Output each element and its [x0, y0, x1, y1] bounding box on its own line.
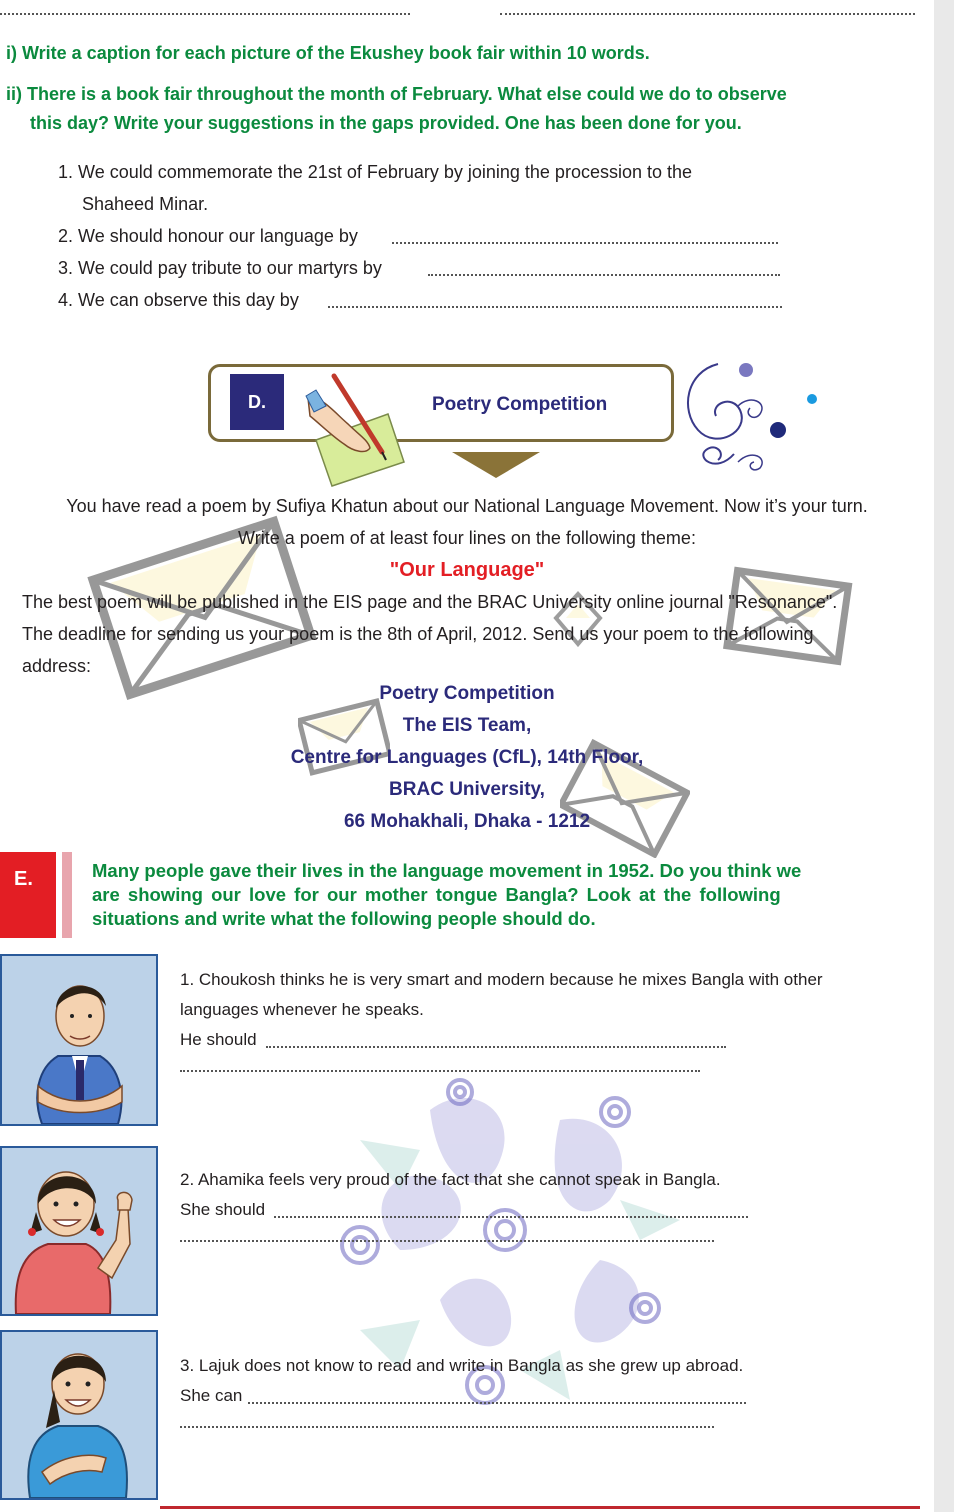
ahamika-picture	[0, 1146, 158, 1316]
section-e-intro-line3: situations and write what the following people should do.	[92, 908, 596, 929]
pointer-triangle	[452, 452, 540, 478]
address-line: 66 Mohakhali, Dhaka - 1212	[343, 811, 591, 832]
section-d-title: Poetry Competition	[432, 394, 608, 415]
answer-blank[interactable]	[428, 274, 780, 276]
section-d-label: D.	[230, 374, 284, 430]
poem-rules-line2: The deadline for sending us your poem is the 8th of April, 2012. Send us your poem to the following	[22, 624, 814, 644]
boy-with-crossed-arms-icon	[2, 956, 156, 1124]
situation-1-line1: 1. Choukosh thinks he is very smart and modern because he mixes Bangla with other	[180, 970, 823, 989]
section-e-marker	[0, 852, 56, 938]
address-line: The EIS Team,	[402, 715, 532, 736]
answer-blank[interactable]	[274, 1216, 748, 1218]
address-line: Poetry Competition	[379, 683, 555, 704]
situation-3-line1: 3. Lajuk does not know to read and write in Bangla as she grew up abroad.	[180, 1356, 744, 1375]
item-number: 3.	[58, 258, 74, 278]
item-text: We could commemorate the 21st of February by joining the procession to the	[78, 162, 693, 182]
girl-hand-on-chest-icon	[2, 1332, 156, 1498]
situation-2-prompt: She should	[180, 1200, 266, 1219]
item-number: 4.	[58, 290, 74, 310]
suggestion-1-cont: Shaheed Minar.	[82, 194, 209, 214]
situation-2-line1: 2. Ahamika feels very proud of the fact that she cannot speak in Bangla.	[180, 1170, 721, 1189]
writing-hand-icon	[296, 370, 412, 488]
answer-blank[interactable]	[180, 1070, 700, 1072]
situation-1-prompt: He should	[180, 1030, 257, 1049]
answer-blank[interactable]	[180, 1240, 714, 1242]
question-ii-line2: this day? Write your suggestions in the gaps provided. One has been done for you.	[30, 113, 742, 133]
suggestion-4	[58, 290, 299, 311]
section-e-label: E.	[14, 868, 33, 890]
item-number: 1.	[58, 162, 74, 182]
situation-3-prompt: She can	[180, 1386, 243, 1405]
poem-intro-line2: Write a poem of at least four lines on the following theme:	[238, 528, 696, 548]
item-text: We could pay tribute to our martyrs by	[78, 258, 382, 278]
answer-line	[0, 13, 410, 15]
address-line: Centre for Languages (CfL), 14th Floor,	[290, 747, 644, 768]
answer-line	[500, 13, 915, 15]
section-e-intro-line1: Many people gave their lives in the language movement in 1952. Do you think we	[92, 860, 802, 881]
swirl-decoration-icon	[676, 358, 826, 480]
question-i: i) Write a caption for each picture of the Ekushey book fair within 10 words.	[6, 43, 650, 63]
answer-blank[interactable]	[266, 1046, 726, 1048]
item-text: We should honour our language by	[78, 226, 358, 246]
poem-theme: "Our Language"	[389, 559, 545, 581]
section-e-accent	[62, 852, 72, 938]
answer-blank[interactable]	[180, 1426, 714, 1428]
lajuk-picture	[0, 1330, 158, 1500]
situation-1-line2: languages whenever he speaks.	[180, 1000, 424, 1019]
suggestion-2	[58, 226, 358, 247]
answer-blank[interactable]	[328, 306, 782, 308]
suggestion-1	[58, 162, 692, 183]
choukosh-picture	[0, 954, 158, 1126]
poem-rules-line1: The best poem will be published in the EIS page and the BRAC University online journal "Resonance".	[22, 592, 838, 612]
mailing-address	[0, 678, 934, 838]
question-ii-line1: ii) There is a book fair throughout the month of February. What else could we do to observe	[6, 84, 787, 104]
girl-thumbs-up-icon	[2, 1148, 156, 1314]
answer-blank[interactable]	[248, 1402, 746, 1404]
item-number: 2.	[58, 226, 74, 246]
section-e-intro-line2: are showing our love for our mother tongue Bangla? Look at the following	[92, 884, 781, 905]
address-line: BRAC University,	[389, 779, 545, 800]
suggestion-3	[58, 258, 382, 279]
footer-rule	[160, 1506, 920, 1509]
page-edge	[934, 0, 954, 1512]
item-text: We can observe this day by	[78, 290, 299, 310]
poem-rules-line3: address:	[22, 656, 92, 676]
answer-blank[interactable]	[392, 242, 778, 244]
poem-intro-line1: You have read a poem by Sufiya Khatun about our National Language Movement. Now it’s your turn.	[66, 496, 868, 516]
